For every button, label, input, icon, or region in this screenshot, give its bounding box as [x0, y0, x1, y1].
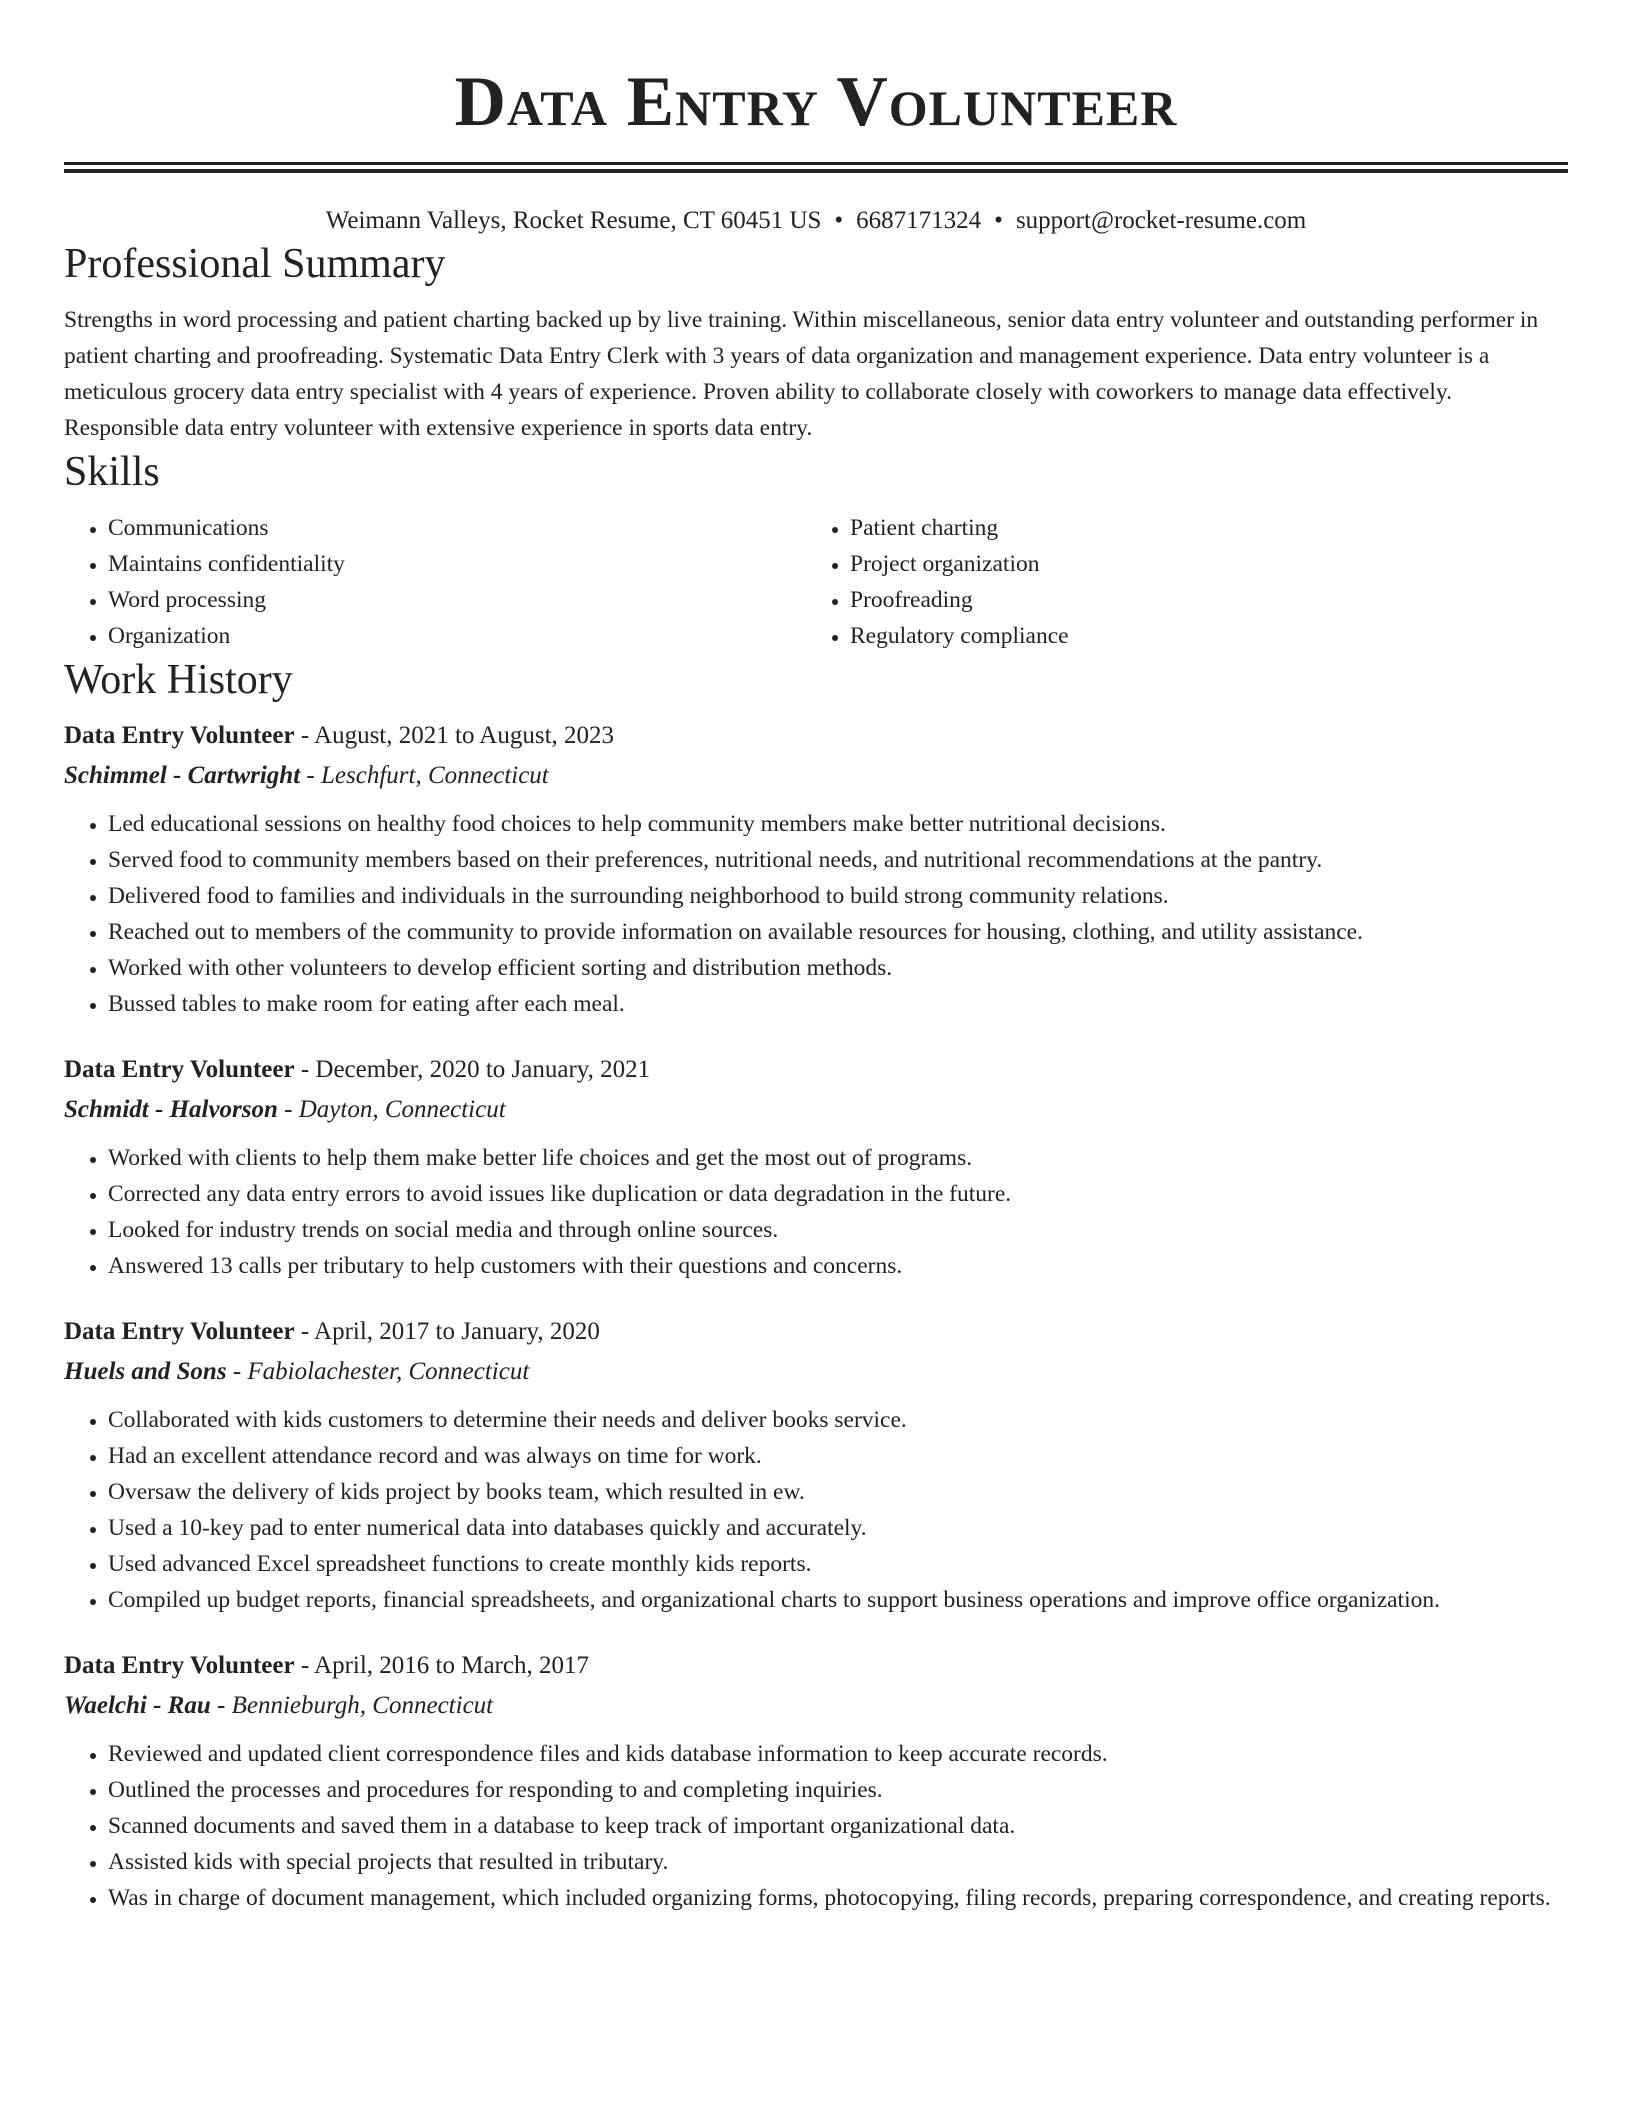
job-location: Leschfurt, Connecticut [321, 762, 549, 789]
work-history-heading: Work History [64, 657, 293, 703]
job-company-line: Schimmel - Cartwright - Leschfurt, Connecticut [64, 762, 549, 789]
skill-item: • Organization [108, 618, 806, 654]
job-bullets [64, 1736, 1568, 1916]
summary-text: Strengths in word processing and patient charting backed up by live training. Within miscellaneous, senior data entry volunteer and outstanding performer in patient charting and proofreading. Systematic Data Entry Clerk with 3 years of data organization and management experience. Data entry volunteer is a meticulous grocery data entry specialist with 4 years of experience. Proven ability to collaborate closely with coworkers to manage data effectively. Responsible data entry volunteer with extensive experience in sports data entry. [64, 307, 1539, 441]
job-bullet: • Was in charge of document management, which included organizing forms, photocopying, filing records, preparing correspondence, and creating reports. [108, 1880, 1568, 1916]
job-company-line: Waelchi - Rau - Bennieburgh, Connecticut [64, 1692, 494, 1719]
skill-item: • Regulatory compliance [850, 618, 1548, 654]
job-location: Bennieburgh, Connecticut [231, 1692, 494, 1719]
job-entry [64, 1050, 1568, 1284]
job-entry [64, 1312, 1568, 1618]
job-bullet: • Looked for industry trends on social media and through online sources. [108, 1212, 1568, 1248]
job-title-line: Data Entry Volunteer - August, 2021 to August, 2023 [64, 722, 615, 749]
skills-heading: Skills [64, 449, 160, 495]
skill-item: • Communications [108, 510, 806, 546]
job-dates: December, 2020 to January, 2021 [315, 1056, 651, 1083]
summary-heading: Professional Summary [64, 241, 446, 287]
job-title-line: Data Entry Volunteer - April, 2016 to March, 2017 [64, 1652, 589, 1679]
job-bullet: • Oversaw the delivery of kids project by books team, which resulted in ew. [108, 1474, 1568, 1510]
job-bullet: • Worked with clients to help them make better life choices and get the most out of programs. [108, 1140, 1568, 1176]
job-bullet: • Led educational sessions on healthy food choices to help community members make better nutritional decisions. [108, 806, 1568, 842]
job-bullet: • Served food to community members based on their preferences, nutritional needs, and nutritional recommendations at the pantry. [108, 842, 1568, 878]
job-title-line: Data Entry Volunteer - April, 2017 to January, 2020 [64, 1318, 600, 1345]
skills-grid [64, 510, 1568, 654]
contact-separator: • [994, 207, 1003, 234]
skill-item: • Proofreading [850, 582, 1548, 618]
contact-line [64, 204, 1568, 238]
job-company-line: Schmidt - Halvorson - Dayton, Connecticut [64, 1096, 506, 1123]
job-bullet: • Compiled up budget reports, financial spreadsheets, and organizational charts to support business operations and improve office organization. [108, 1582, 1568, 1618]
job-location: Fabiolachester, Connecticut [247, 1358, 530, 1385]
job-entry [64, 1646, 1568, 1916]
job-company: Huels and Sons [64, 1358, 227, 1385]
candidate-name: Data Entry Volunteer [454, 63, 1178, 141]
job-bullets [64, 1402, 1568, 1618]
job-role: Data Entry Volunteer [64, 1652, 295, 1679]
job-title-line: Data Entry Volunteer - December, 2020 to January, 2021 [64, 1056, 651, 1083]
job-bullet: • Answered 13 calls per tributary to help customers with their questions and concerns. [108, 1248, 1568, 1284]
job-bullet: • Used a 10-key pad to enter numerical data into databases quickly and accurately. [108, 1510, 1568, 1546]
job-bullet: • Outlined the processes and procedures for responding to and completing inquiries. [108, 1772, 1568, 1808]
job-bullet: • Collaborated with kids customers to determine their needs and deliver books service. [108, 1402, 1568, 1438]
skill-item: • Patient charting [850, 510, 1548, 546]
job-bullet: • Bussed tables to make room for eating after each meal. [108, 986, 1568, 1022]
contact-email: support@rocket-resume.com [1015, 207, 1307, 234]
skill-item: • Project organization [850, 546, 1548, 582]
job-role: Data Entry Volunteer [64, 1318, 295, 1345]
job-bullet: • Used advanced Excel spreadsheet functions to create monthly kids reports. [108, 1546, 1568, 1582]
job-dates: August, 2021 to August, 2023 [314, 722, 615, 749]
job-entry [64, 716, 1568, 1022]
job-bullets [64, 1140, 1568, 1284]
job-company: Schmidt - Halvorson [64, 1096, 278, 1123]
skill-item: • Maintains confidentiality [108, 546, 806, 582]
job-company: Waelchi - Rau [64, 1692, 211, 1719]
job-bullet: • Scanned documents and saved them in a database to keep track of important organizational data. [108, 1808, 1568, 1844]
job-role: Data Entry Volunteer [64, 722, 295, 749]
contact-address: Weimann Valleys, Rocket Resume, CT 60451 US [325, 207, 822, 234]
job-bullet: • Had an excellent attendance record and was always on time for work. [108, 1438, 1568, 1474]
job-bullets [64, 806, 1568, 1022]
job-company: Schimmel - Cartwright [64, 762, 301, 789]
skills-column-right [806, 510, 1548, 654]
job-role: Data Entry Volunteer [64, 1056, 295, 1083]
job-dates: April, 2017 to January, 2020 [314, 1318, 600, 1345]
contact-separator: • [834, 207, 844, 234]
job-bullet: • Delivered food to families and individuals in the surrounding neighborhood to build strong community relations. [108, 878, 1568, 914]
job-dates: April, 2016 to March, 2017 [314, 1652, 589, 1679]
job-bullet: • Corrected any data entry errors to avoid issues like duplication or data degradation in the future. [108, 1176, 1568, 1212]
job-company-line: Huels and Sons - Fabiolachester, Connecticut [64, 1358, 530, 1385]
job-bullet: • Reached out to members of the community to provide information on available resources for housing, clothing, and utility assistance. [108, 914, 1568, 950]
job-bullet: • Assisted kids with special projects that resulted in tributary. [108, 1844, 1568, 1880]
job-bullet: • Worked with other volunteers to develop efficient sorting and distribution methods. [108, 950, 1568, 986]
job-bullet: • Reviewed and updated client correspondence files and kids database information to keep accurate records. [108, 1736, 1568, 1772]
resume-page [64, 0, 1568, 1916]
job-location: Dayton, Connecticut [298, 1096, 506, 1123]
skills-column-left [64, 510, 806, 654]
header-divider [64, 162, 1568, 173]
skill-item: • Word processing [108, 582, 806, 618]
contact-phone: 6687171324 [856, 207, 982, 234]
